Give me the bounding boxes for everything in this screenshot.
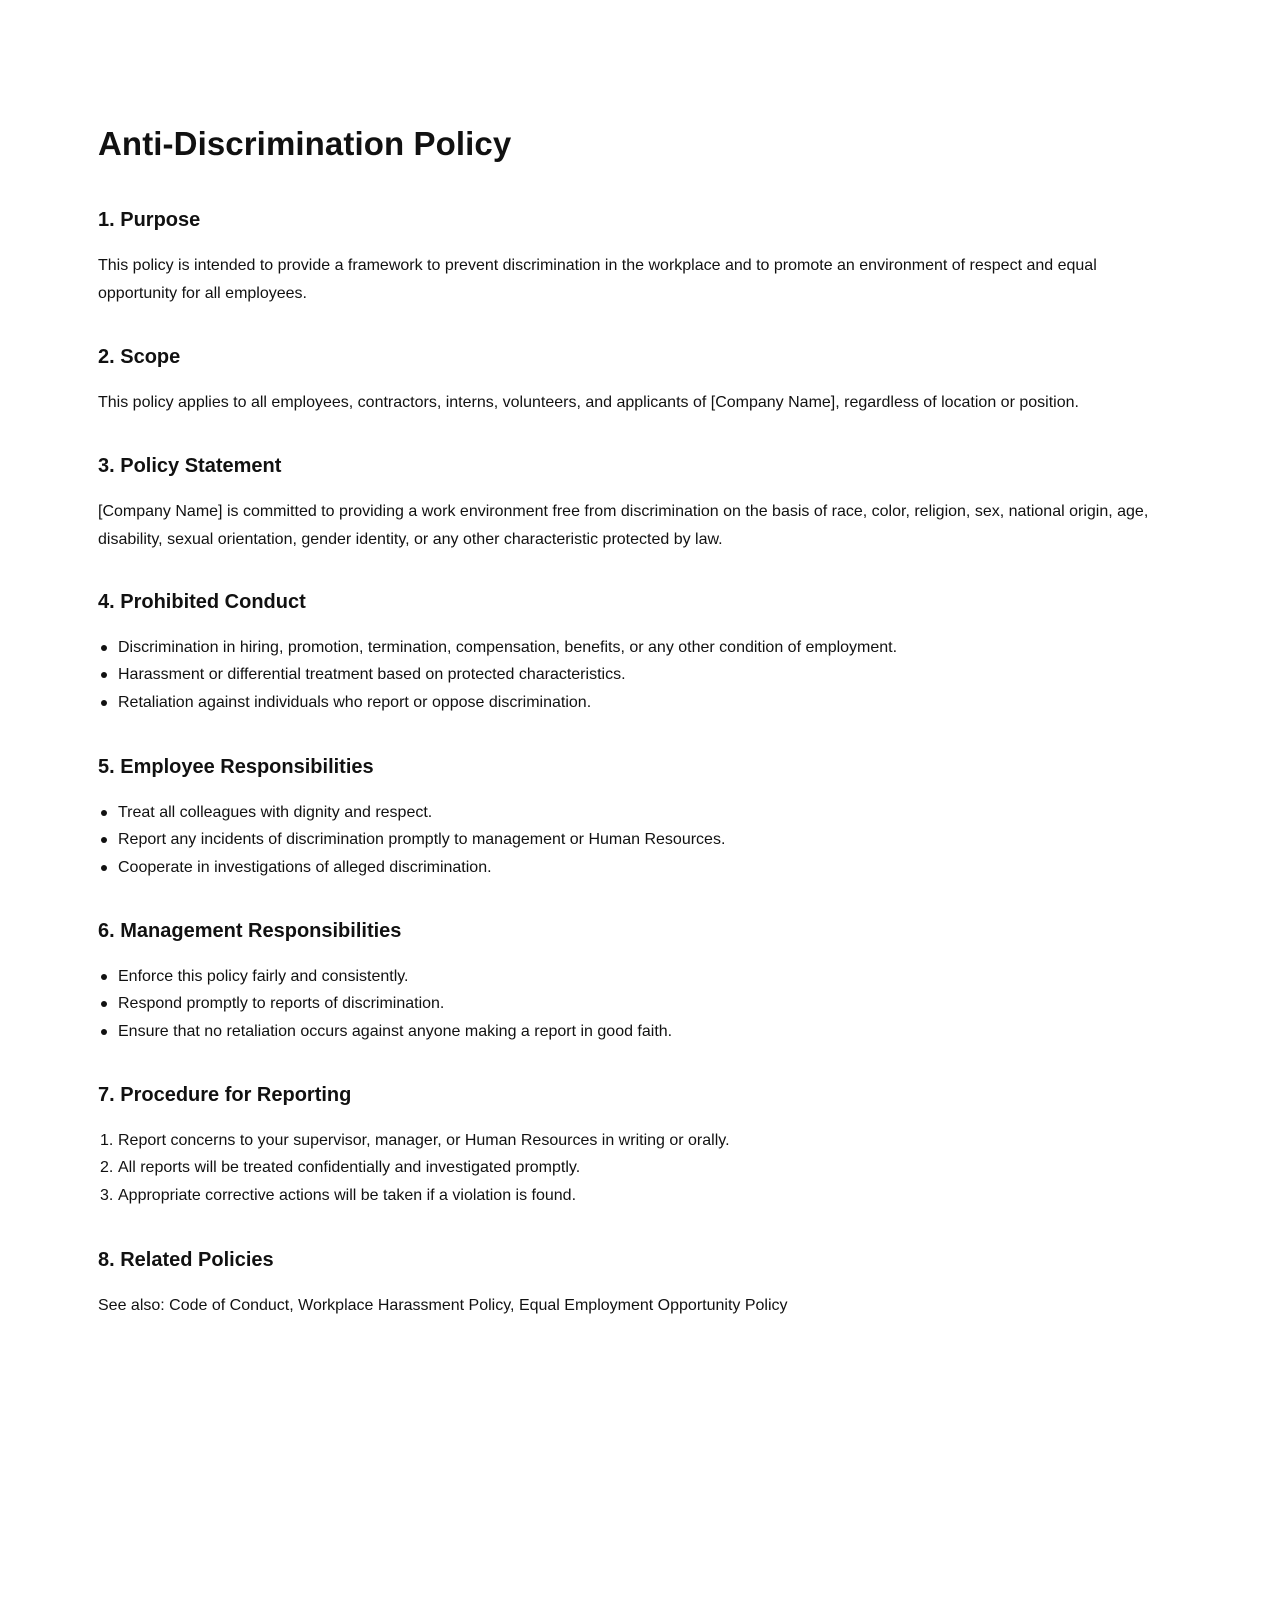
list-item-text: Cooperate in investigations of alleged discrimination. [118,858,492,876]
list-item-text: Treat all colleagues with dignity and respect. [118,804,433,821]
list-number: 3. [100,1186,114,1204]
list-item [98,1154,1166,1181]
section-heading: 4. Prohibited Conduct [98,591,306,613]
section-heading: 8. Related Policies [98,1249,274,1271]
bullet-list [98,963,1166,1045]
section-paragraph: This policy applies to all employees, contractors, interns, volunteers, and applicants of [Company Name], regardless of location or position. [98,394,1079,411]
list-item-text: Report any incidents of discrimination promptly to management or Human Resources. [118,831,726,849]
list-item-text: Harassment or differential treatment based on protected characteristics. [118,666,626,684]
list-item-text: Report concerns to your supervisor, manager, or Human Resources in writing or orally. [118,1132,730,1149]
bullet-icon [101,672,107,678]
list-item-text: Discrimination in hiring, promotion, termination, compensation, benefits, or any other condition of employment. [118,639,898,656]
list-item [98,854,1166,881]
section-heading: 6. Management Responsibilities [98,920,402,942]
list-item [98,826,1166,853]
list-item [98,1018,1166,1045]
numbered-list [98,1127,1166,1209]
bullet-icon [101,810,107,816]
section-paragraph: See also: Code of Conduct, Workplace Harassment Policy, Equal Employment Opportunity Policy [98,1297,788,1314]
document-title: Anti-Discrimination Policy [98,125,512,162]
list-item [98,990,1166,1017]
bullet-list [98,799,1166,881]
bullet-icon [101,700,107,706]
section-prohibited-conduct [98,589,1166,716]
section-scope [98,344,1166,417]
section-heading: 5. Employee Responsibilities [98,756,374,778]
list-item-text: Appropriate corrective actions will be taken if a violation is found. [118,1186,577,1204]
section-heading: 3. Policy Statement [98,455,282,477]
list-item-text: Retaliation against individuals who report or oppose discrimination. [118,693,592,711]
bullet-icon [101,974,107,980]
bullet-icon [101,645,107,651]
list-item [98,689,1166,716]
list-item [98,963,1166,990]
section-paragraph: [Company Name] is committed to providing a work environment free from discrimination on the basis of race, color, religion, sex, national origin, age, disability, sexual orientation, gender identity, or any other characteristic protected by law. [98,503,1149,548]
list-item-text: Enforce this policy fairly and consistently. [118,968,409,985]
bullet-list [98,634,1166,716]
list-item [98,1127,1166,1154]
section-heading: 1. Purpose [98,209,201,231]
section-procedure-for-reporting [98,1082,1166,1209]
bullet-icon [101,1001,107,1007]
list-item-text: Respond promptly to reports of discrimination. [118,995,445,1013]
section-heading: 7. Procedure for Reporting [98,1084,352,1106]
list-number: 2. [100,1159,114,1177]
list-item [98,661,1166,688]
list-item [98,634,1166,661]
section-employee-responsibilities [98,754,1166,881]
list-item-text: Ensure that no retaliation occurs against anyone making a report in good faith. [118,1022,673,1040]
bullet-icon [101,837,107,843]
section-policy-statement [98,453,1166,553]
section-paragraph: This policy is intended to provide a framework to prevent discrimination in the workplace and to promote an environment of respect and equal opportunity for all employees. [98,257,1097,302]
list-item [98,799,1166,826]
list-item-text: All reports will be treated confidentially and investigated promptly. [118,1159,581,1177]
list-number: 1. [100,1132,114,1149]
section-management-responsibilities [98,918,1166,1045]
list-item [98,1182,1166,1209]
section-related-policies [98,1247,1166,1320]
bullet-icon [101,865,107,871]
section-heading: 2. Scope [98,346,181,368]
section-purpose [98,207,1166,307]
bullet-icon [101,1029,107,1035]
